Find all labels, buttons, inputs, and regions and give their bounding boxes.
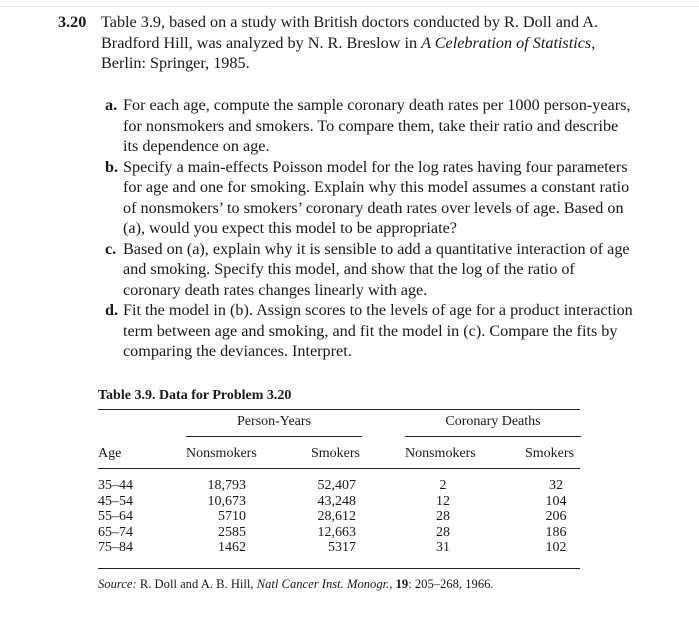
group-rule-person-years xyxy=(186,436,362,437)
part-letter: c. xyxy=(105,239,117,258)
table-cell: 206 xyxy=(545,509,567,524)
table-cell: 12 xyxy=(436,493,450,509)
col-header-cd-nonsmokers: Nonsmokers xyxy=(405,446,476,461)
part-text: Based on (a), explain why it is sensible to add a quantitative interaction of age and smoking. Specify this model, and show that the log of the ratio of coronary death rates changes linearly with age. xyxy=(123,239,630,299)
col-cd-nonsmokers xyxy=(425,478,461,556)
part-text: Fit the model in (b). Assign scores to the levels of age for a product interaction term between age and smoking, and fit the model in (c). Compare the fits by comparing the deviances. Interpret. xyxy=(123,301,633,360)
table-cell: 5317 xyxy=(328,540,356,555)
part-letter: b. xyxy=(105,157,119,176)
table-bottom-rule xyxy=(98,568,580,569)
table-cell: 28 xyxy=(436,509,450,524)
group-rule-coronary-deaths xyxy=(405,436,581,437)
part-text: Specify a main-effects Poisson model for the log rates having four parameters for age and one for smoking. Explain why this model assumes a constant ratio of nonsmokers’ to smokers’ coronary death rates over levels of age. Based on (a), would you expect this model to be appropriate? xyxy=(123,157,630,237)
source-journal: Natl Cancer Inst. Monogr., xyxy=(256,577,393,591)
col-header-py-smokers: Smokers xyxy=(311,446,360,461)
table-cell: 31 xyxy=(436,540,450,555)
problem-parts xyxy=(105,95,633,362)
intro-text-post: Berlin: Springer, 1985. xyxy=(101,54,250,72)
col-cd-smokers xyxy=(538,478,574,556)
group-header-person-years: Person-Years xyxy=(236,414,312,429)
table-top-rule xyxy=(98,409,580,410)
table-cell: 2 xyxy=(439,478,447,493)
table-source xyxy=(98,577,494,592)
table-cell: 28 xyxy=(436,524,450,540)
top-divider xyxy=(0,6,699,7)
part-d xyxy=(105,300,633,362)
intro-book-title: A Celebration of Statistics, xyxy=(421,33,596,52)
col-py-smokers xyxy=(300,478,356,556)
table-cell: 32 xyxy=(549,478,563,493)
table-cell: 186 xyxy=(545,524,567,540)
part-a xyxy=(105,95,633,157)
part-letter: a. xyxy=(105,96,118,114)
col-header-py-nonsmokers: Nonsmokers xyxy=(186,446,257,461)
table-cell: 75–84 xyxy=(98,540,133,555)
problem-intro xyxy=(101,12,633,74)
part-letter: d. xyxy=(105,301,119,319)
source-label: Source: xyxy=(98,577,137,591)
table-cell: 28,612 xyxy=(317,509,356,524)
table-header-rule xyxy=(98,468,580,469)
table-cell: 10,673 xyxy=(207,493,246,509)
group-header-coronary-deaths: Coronary Deaths xyxy=(445,414,541,429)
table-cell: 52,407 xyxy=(317,478,356,493)
table-cell: 5710 xyxy=(218,509,246,524)
table-cell: 43,248 xyxy=(317,493,356,509)
col-age xyxy=(98,478,133,556)
table-cell: 12,663 xyxy=(317,524,356,540)
table-cell: 104 xyxy=(545,493,567,509)
table-cell: 18,793 xyxy=(207,478,246,493)
table-cell: 2585 xyxy=(218,524,246,540)
source-authors: R. Doll and A. B. Hill, xyxy=(139,577,254,591)
col-py-nonsmokers xyxy=(190,478,246,556)
part-text: For each age, compute the sample coronary death rates per 1000 person-years, for nonsmokers and smokers. To compare them, take their ratio and describe its dependence on age. xyxy=(123,96,631,155)
part-b xyxy=(105,157,633,239)
intro-text-pre: Table 3.9, based on a study with British doctors conducted by R. Doll and A. Bradford Hill, was analyzed by N. R. Breslow in xyxy=(101,13,599,52)
table-caption: Table 3.9. Data for Problem 3.20 xyxy=(98,388,292,403)
table-cell: 1462 xyxy=(218,540,246,555)
table-cell: 65–74 xyxy=(98,524,133,540)
table-cell: 102 xyxy=(545,540,567,555)
part-c xyxy=(105,239,633,301)
problem-number: 3.20 xyxy=(58,13,87,31)
col-header-age: Age xyxy=(98,446,122,461)
col-header-cd-smokers: Smokers xyxy=(525,446,574,461)
source-volume: 19 xyxy=(395,577,409,591)
source-pages: : 205–268, 1966. xyxy=(408,577,494,591)
table-cell: 45–54 xyxy=(98,493,133,509)
table-cell: 35–44 xyxy=(98,478,133,493)
table-cell: 55–64 xyxy=(98,509,133,524)
